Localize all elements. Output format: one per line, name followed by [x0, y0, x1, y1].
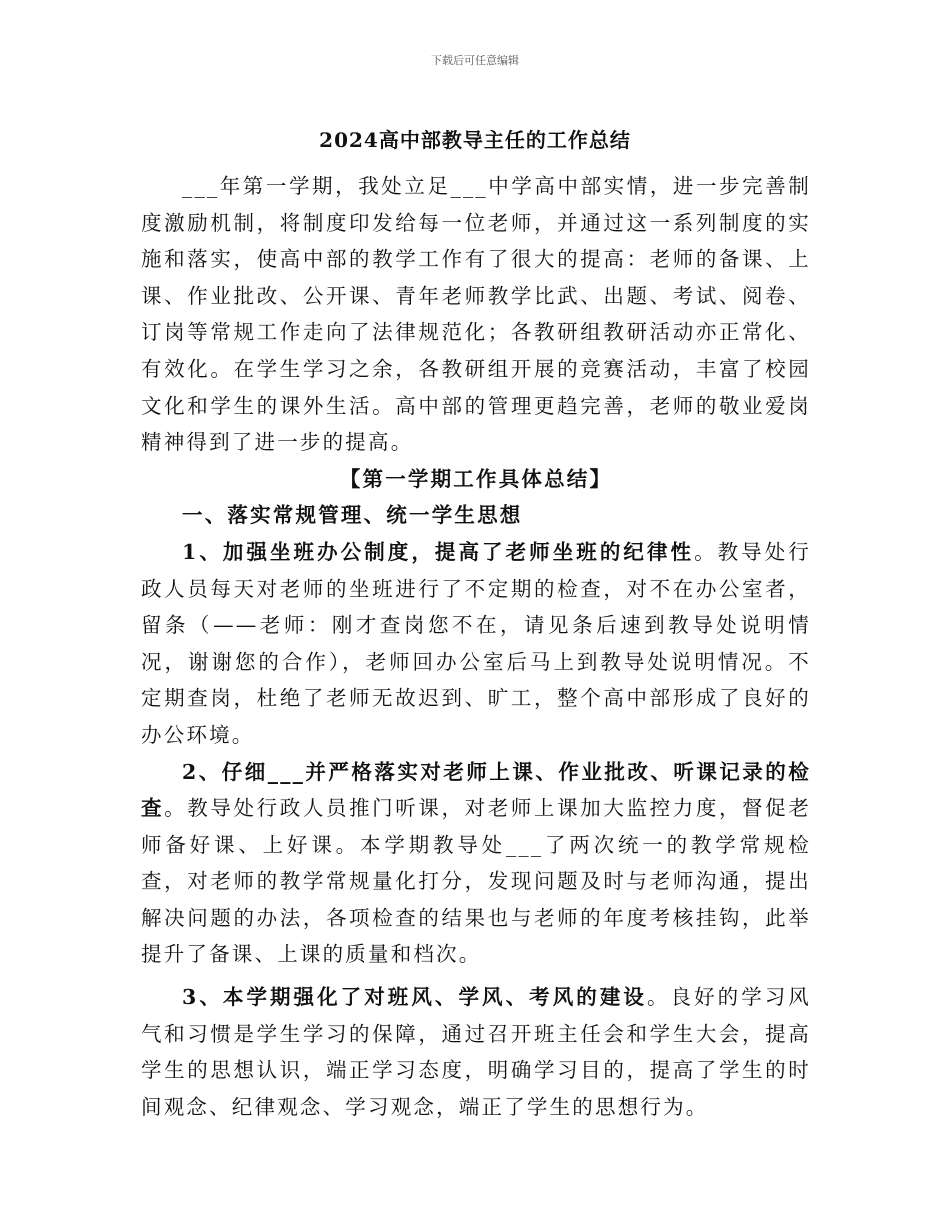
- document-body: [141, 168, 811, 1125]
- section-heading: 【第一学期工作具体总结】: [339, 466, 613, 491]
- item1-paragraph: [141, 534, 811, 754]
- item1-text: 。教导处行政人员每天对老师的坐班进行了不定期的检查，对不在办公室者，留条（——老师：刚才查岗您不在，请见条后速到教导处说明情况，谢谢您的合作），老师回办公室后马上到教导处说明情况。不定期查岗，杜绝了老师无故迟到、旷工，整个高中部形成了良好的办公环境。: [141, 539, 811, 747]
- item1-lead: 1、加强坐班办公制度，提高了老师坐班的纪律性: [182, 539, 695, 564]
- item2-paragraph: [141, 754, 811, 974]
- item3-lead: 3、本学期强化了对班风、学风、考风的建设: [182, 985, 647, 1010]
- document-title: 2024高中部教导主任的工作总结: [319, 128, 631, 152]
- intro-paragraph: ___年第一学期，我处立足___中学高中部实情，进一步完善制度激励机制，将制度印发给每一位老师，并通过这一系列制度的实施和落实，使高中部的教学工作有了很大的提高：老师的备课、上课、作业批改、公开课、青年老师教学比武、出题、考试、阅卷、订岗等常规工作走向了法律规范化；各教研组教研活动亦正常化、有效化。在学生学习之余，各教研组开展的竞赛活动，丰富了校园文化和学生的课外生活。高中部的管理更趋完善，老师的敬业爱岗精神得到了进一步的提高。: [141, 174, 811, 455]
- item3-paragraph: [141, 979, 811, 1125]
- item3-text: 。良好的学习风气和习惯是学生学习的保障，通过召开班主任会和学生大会，提高学生的思想认识，端正学习态度，明确学习目的，提高了学生的时间观念、纪律观念、学习观念，端正了学生的思想行为。: [141, 985, 812, 1119]
- item2-text: 。教导处行政人员推门听课，对老师上课加大监控力度，督促老师备好课、上好课。本学期教导处___了两次统一的教学常规检查，对老师的教学常规量化打分，发现问题及时与老师沟通，提出解决问题的办法，各项检查的结果也与老师的年度考核挂钩，此举提升了备课、上课的质量和档次。: [141, 796, 811, 967]
- item2-lead: 2、仔细___并严格落实对老师上课、作业批改、听课记录的检查: [141, 759, 811, 821]
- header-note: 下载后可任意编辑: [431, 54, 519, 67]
- part1-heading: 一、落实常规管理、统一学生思想: [182, 503, 523, 528]
